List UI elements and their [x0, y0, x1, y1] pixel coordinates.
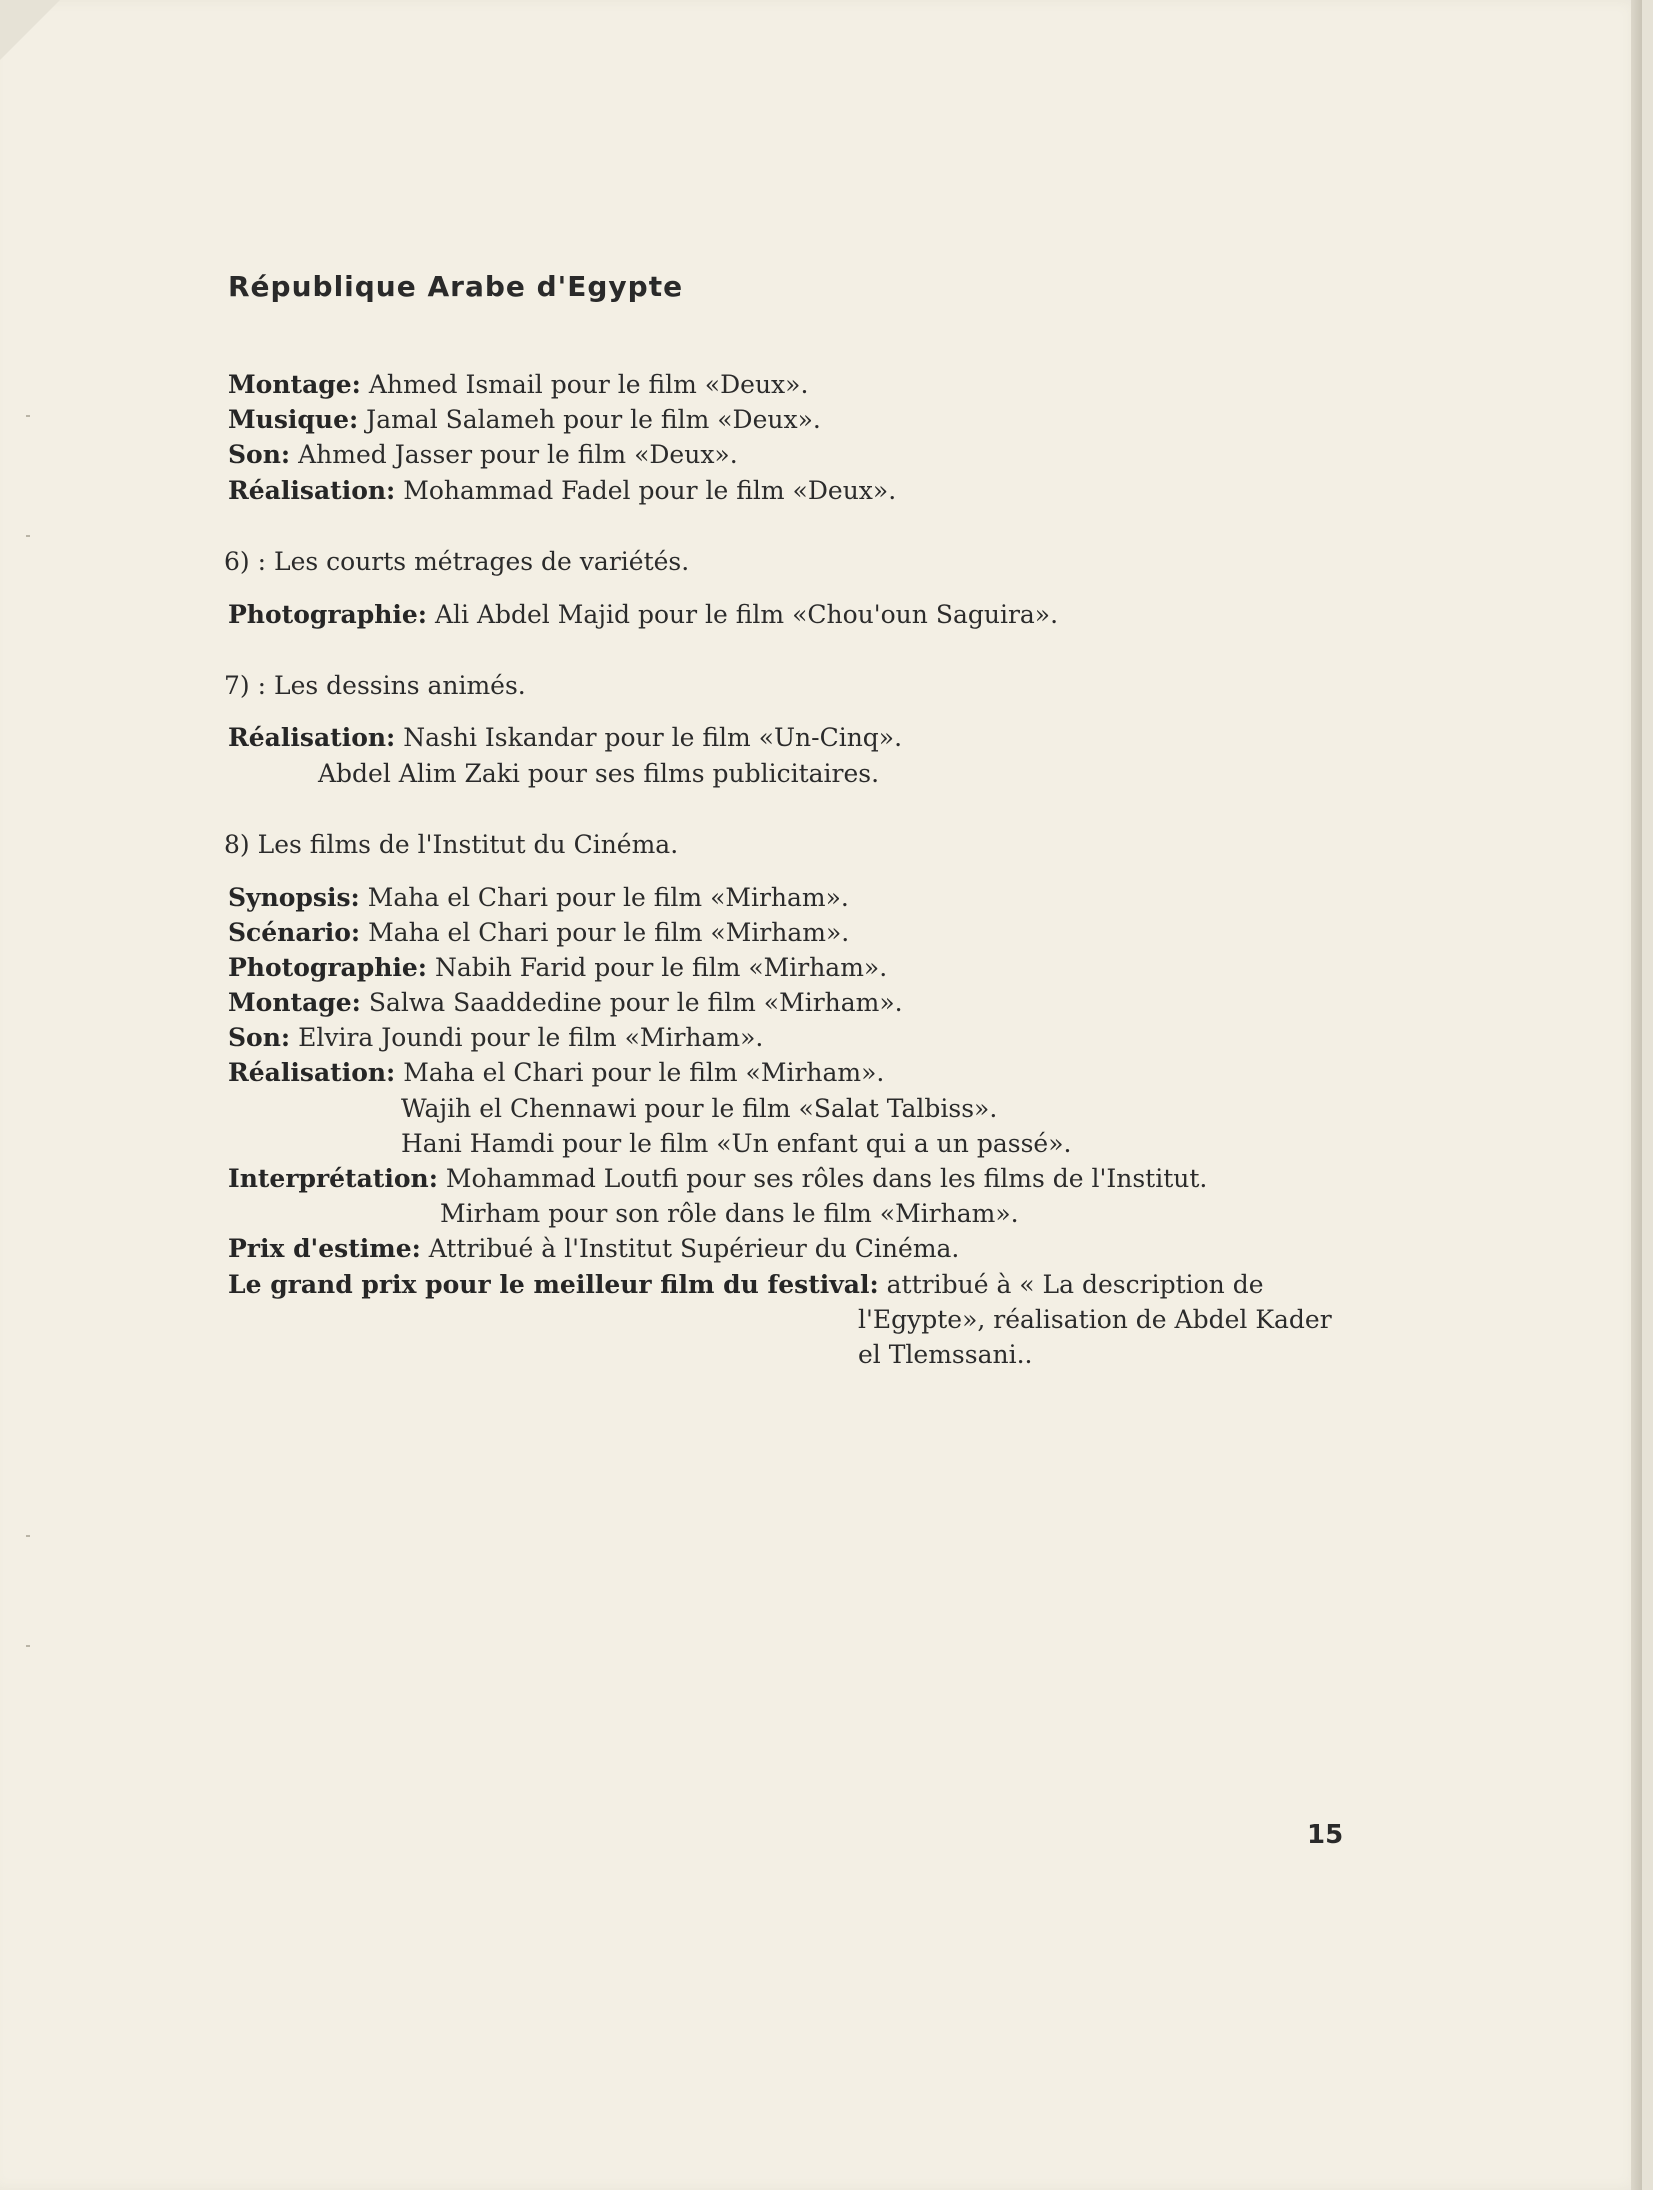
line-label: Interprétation:	[228, 1164, 438, 1193]
page-corner-fold	[0, 0, 60, 60]
line-text: Jamal Salameh pour le film «Deux».	[358, 405, 821, 434]
text-line	[228, 1231, 959, 1266]
text-line	[228, 985, 903, 1020]
section-heading	[224, 544, 689, 579]
line-text: Mohammad Loutfi pour ses rôles dans les films de l'Institut.	[437, 1164, 1208, 1193]
line-text: Ali Abdel Majid pour le film «Chou'oun Saguira».	[427, 600, 1059, 629]
text-line	[228, 1267, 1264, 1302]
line-label: Son:	[228, 1023, 291, 1052]
line-text: Attribué à l'Institut Supérieur du Cinéma.	[420, 1234, 960, 1263]
line-text: 6) : Les courts métrages de variétés.	[224, 547, 690, 576]
text-line-continued	[401, 1126, 1071, 1161]
text-line	[228, 720, 902, 755]
line-label: Scénario:	[228, 918, 361, 947]
line-label: Synopsis:	[228, 883, 360, 912]
line-label: Montage:	[228, 370, 361, 399]
section-heading	[224, 827, 678, 862]
line-label: Prix d'estime:	[228, 1234, 421, 1263]
text-line-continued	[858, 1337, 1032, 1372]
paper-speck	[26, 535, 30, 537]
line-text: Mohammad Fadel pour le film «Deux».	[395, 476, 897, 505]
line-text: Wajih el Chennawi pour le film «Salat Talbiss».	[401, 1094, 998, 1123]
section-heading	[224, 668, 526, 703]
text-line	[228, 1020, 763, 1055]
text-line	[228, 1161, 1207, 1196]
line-label: Montage:	[228, 988, 361, 1017]
line-text: Ahmed Jasser pour le film «Deux».	[290, 440, 738, 469]
text-line-continued	[401, 1091, 997, 1126]
line-text: 7) : Les dessins animés.	[224, 671, 526, 700]
line-text: Nabih Farid pour le film «Mirham».	[427, 953, 888, 982]
page-number: 15	[1307, 1820, 1344, 1850]
line-text: l'Egypte», réalisation de Abdel Kader	[858, 1305, 1332, 1334]
text-line	[228, 950, 887, 985]
text-line	[228, 437, 738, 472]
line-text: Ahmed Ismail pour le film «Deux».	[360, 370, 809, 399]
page-title: République Arabe d'Egypte	[228, 270, 684, 303]
page-edge-shadow	[1631, 0, 1642, 2190]
paper-speck	[26, 1645, 30, 1647]
line-text: attribué à « La description de	[878, 1270, 1264, 1299]
line-label: Son:	[228, 440, 291, 469]
line-label: Réalisation:	[228, 723, 396, 752]
text-line-continued	[440, 1196, 1019, 1231]
line-label: Photographie:	[228, 600, 428, 629]
line-label: Le grand prix pour le meilleur film du festival:	[228, 1270, 879, 1299]
paper-speck	[26, 415, 30, 417]
line-text: Nashi Iskandar pour le film «Un-Cinq».	[395, 723, 903, 752]
line-text: Salwa Saaddedine pour le film «Mirham».	[360, 988, 903, 1017]
line-text: Hani Hamdi pour le film «Un enfant qui a un passé».	[401, 1129, 1072, 1158]
line-label: Photographie:	[228, 953, 428, 982]
line-label: Réalisation:	[228, 1058, 396, 1087]
text-line	[228, 880, 849, 915]
text-line	[228, 473, 896, 508]
line-text: Maha el Chari pour le film «Mirham».	[359, 883, 849, 912]
line-text: Maha el Chari pour le film «Mirham».	[395, 1058, 885, 1087]
text-line	[228, 915, 849, 950]
line-label: Réalisation:	[228, 476, 396, 505]
paper-speck	[26, 1535, 30, 1537]
text-line-continued	[858, 1302, 1332, 1337]
line-text: Abdel Alim Zaki pour ses films publicitaires.	[318, 759, 880, 788]
text-line	[228, 402, 821, 437]
line-label: Musique:	[228, 405, 359, 434]
line-text: Mirham pour son rôle dans le film «Mirham».	[440, 1199, 1019, 1228]
line-text: el Tlemssani..	[858, 1340, 1033, 1369]
text-line	[228, 367, 808, 402]
text-line-continued	[318, 756, 879, 791]
line-text: Maha el Chari pour le film «Mirham».	[360, 918, 850, 947]
text-line	[228, 597, 1058, 632]
text-line	[228, 1055, 884, 1090]
line-text: 8) Les films de l'Institut du Cinéma.	[224, 830, 679, 859]
line-text: Elvira Joundi pour le film «Mirham».	[290, 1023, 764, 1052]
